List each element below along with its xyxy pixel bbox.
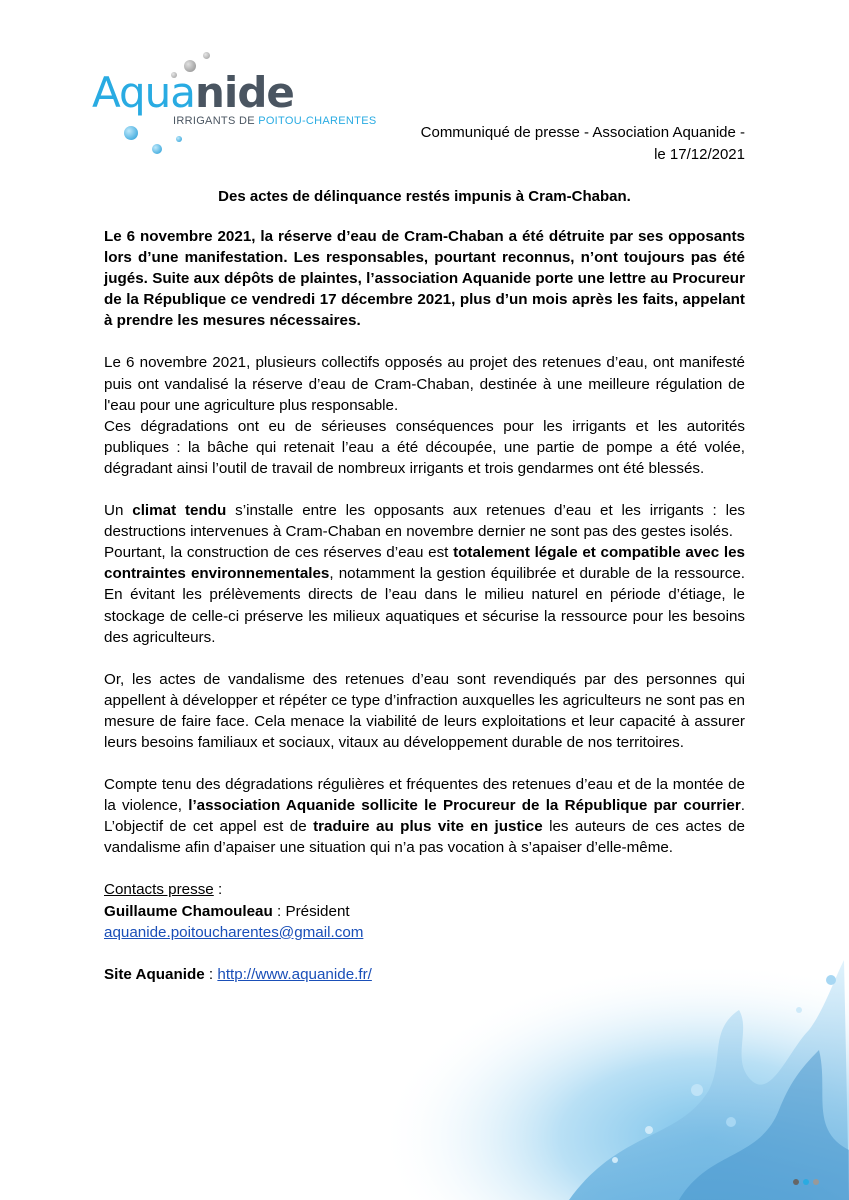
paragraph: Pourtant, la construction de ces réserves d’eau est totalement légale et compatible avec les contraintes environnementales, notamment la gestion équilibrée et durable de la ressource. En évitant les prélèvements directs de l’eau dans le milieu naturel en période d’étiage, le stockage de celle-ci préserve les milieux aquatiques et sécurise la ressource pour les besoins des agriculteurs.: [104, 544, 745, 646]
paragraph: Or, les actes de vandalisme des retenues d’eau sont revendiqués par des personnes qui appellent à développer et répéter ce type d’infraction auxquelles les agriculteurs ne sont pas en mesure de faire face. Cela menace la viabilité de leurs exploitations et leur capacité à assurer leurs besoins familiaux et sociaux, vitaux au développement durable de nos territoires.: [104, 670, 745, 751]
article-body: [104, 226, 745, 985]
site-line: Site Aquanide : http://www.aquanide.fr/: [104, 965, 372, 983]
logo-bubble: [176, 136, 182, 142]
contact-name-line: Guillaume Chamouleau : Président: [104, 902, 350, 920]
site-url-link[interactable]: http://www.aquanide.fr/: [217, 965, 372, 983]
logo-bubble: [203, 52, 210, 59]
logo-bubble: [152, 144, 162, 154]
logo-bubble: [124, 126, 138, 140]
contacts-heading: Contacts presse :: [104, 881, 223, 899]
logo-tagline: IRRIGANTS DE POITOU-CHARENTES: [173, 115, 377, 127]
header-line: Communiqué de presse - Association Aquanide -: [420, 124, 745, 141]
paragraph: Ces dégradations ont eu de sérieuses conséquences pour les irrigants et les autorités publiques : la bâche qui retenait l’eau a été découpée, une partie de pompe a été volée, dégradant ainsi l’outil de travail de nombreux irrigants et trois gendarmes ont été blessés.: [104, 417, 745, 477]
logo-wordmark: Aquanide: [92, 68, 294, 117]
intro-paragraph: Le 6 novembre 2021, la réserve d’eau de Cram-Chaban a été détruite par ses opposants lors d’une manifestation. Les responsables, pourtant reconnus, n’ont toujours pas été jugés. Suite aux dépôts de plaintes, l’association Aquanide porte une lettre au Procureur de la République ce vendredi 17 décembre 2021, plus d’un mois après les faits, appelant à prendre les mesures nécessaires.: [104, 228, 745, 330]
water-splash-image: [379, 950, 849, 1200]
paragraph: Un climat tendu s’installe entre les opposants aux retenues d’eau et les irrigants : les destructions intervenues à Cram-Chaban en novembre dernier ne sont pas des gestes isolés.: [104, 502, 746, 541]
contacts-block: [104, 879, 745, 942]
paragraph: Le 6 novembre 2021, plusieurs collectifs opposés au projet des retenues d’eau, ont manifesté puis ont vandalisé la réserve d’eau de Cram-Chaban, destinée à une meilleure régulation de l'eau pour une agriculture plus responsable.: [104, 354, 745, 414]
header-date: le 17/12/2021: [654, 146, 745, 163]
paragraph: Compte tenu des dégradations régulières et fréquentes des retenues d’eau et de la montée de la violence, l’association Aquanide sollicite le Procureur de la République par courrier. L’objectif de cet appel est de traduire au plus vite en justice les auteurs de ces actes de vandalisme afin d’apaiser une situation qui n’a pas vocation à s’apaiser d’elle-même.: [104, 776, 746, 857]
press-release-header: [325, 122, 745, 166]
page-title: Des actes de délinquance restés impunis à Cram-Chaban.: [218, 188, 631, 205]
contact-email-link[interactable]: aquanide.poitoucharentes@gmail.com: [104, 923, 364, 941]
